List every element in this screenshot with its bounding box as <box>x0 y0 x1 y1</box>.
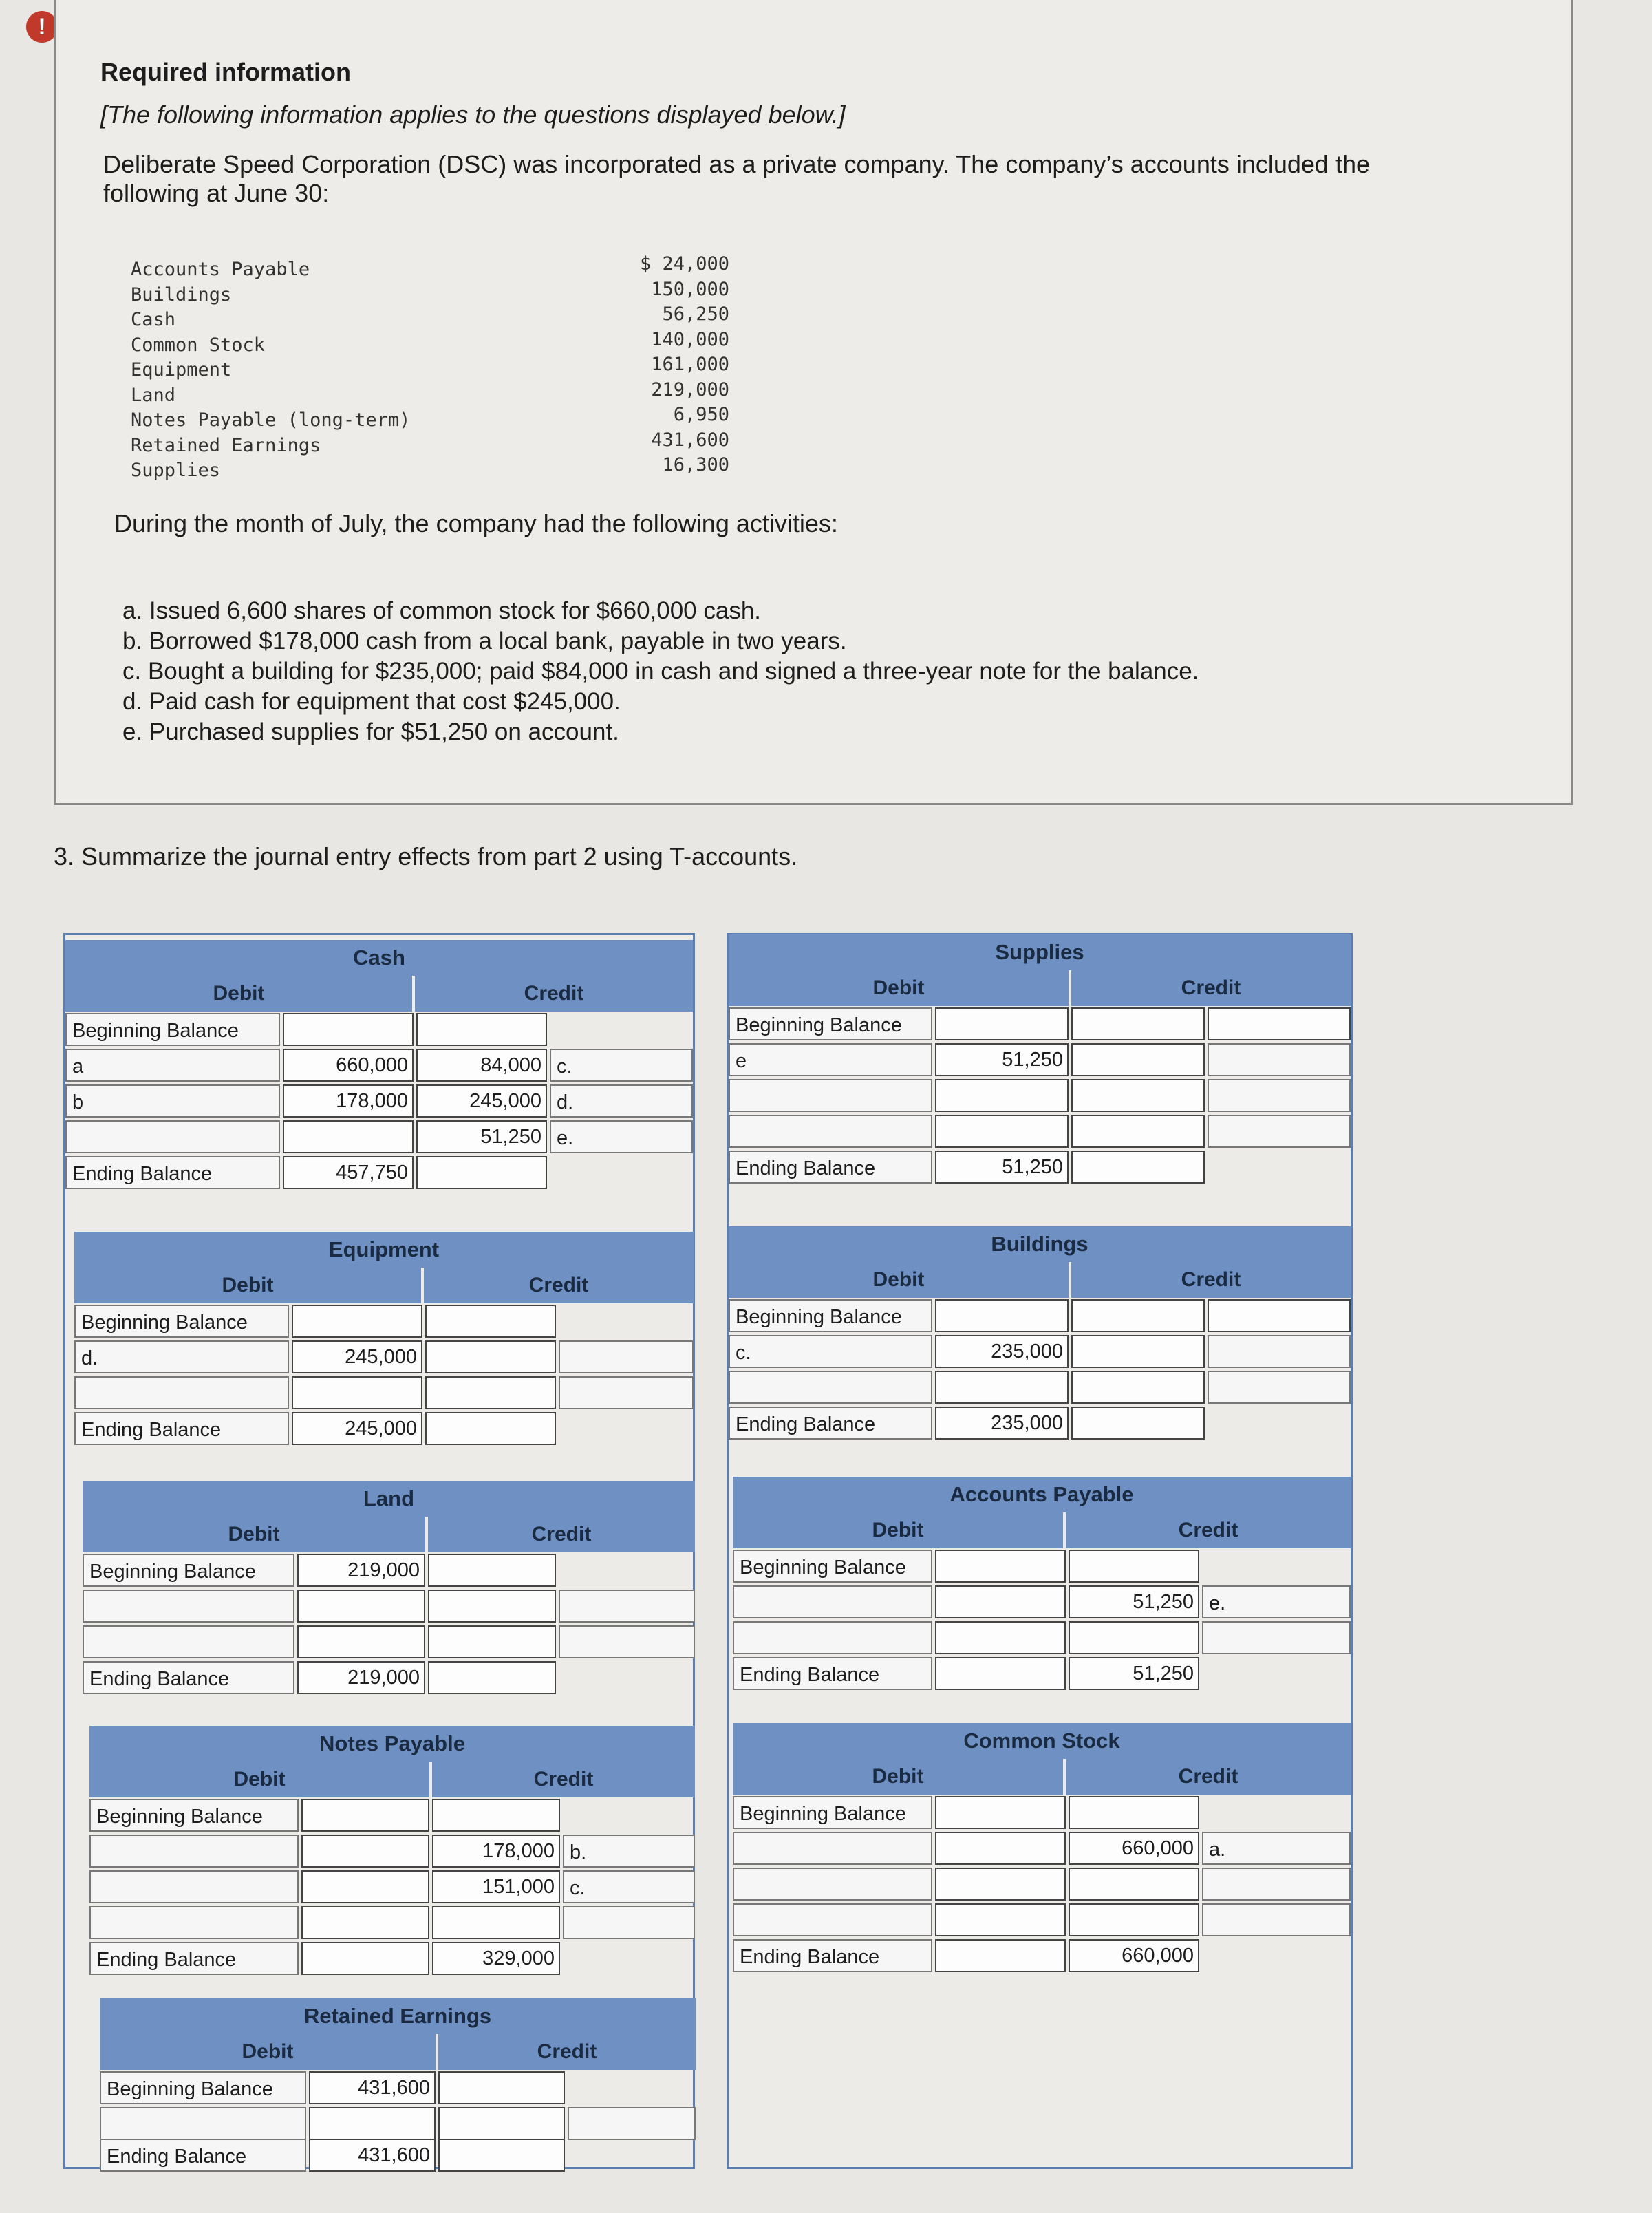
cs-debit-input[interactable] <box>935 1868 1066 1901</box>
land-debit-input[interactable] <box>297 1590 425 1623</box>
np-end-debit-input[interactable] <box>301 1942 429 1975</box>
ending-balance-label: Ending Balance <box>733 1939 932 1972</box>
cash-debit-input[interactable] <box>283 1120 414 1153</box>
cash-beg-debit-input[interactable] <box>283 1013 414 1046</box>
taccount-notes-payable <box>89 1726 695 1974</box>
ref-select[interactable] <box>733 1585 932 1618</box>
ref-select[interactable]: d. <box>550 1084 693 1118</box>
debit-header: Debit <box>83 1517 425 1552</box>
land-end-credit-input[interactable] <box>428 1661 556 1694</box>
ref-select[interactable] <box>1208 1043 1351 1076</box>
balance-value: 56,250 <box>662 303 729 325</box>
taccount-cash <box>65 940 693 1195</box>
re-debit-input[interactable] <box>309 2107 436 2140</box>
beginning-balance-label: Beginning Balance <box>729 1299 932 1332</box>
required-info-subtitle: [The following information applies to the questions displayed below.] <box>100 100 846 129</box>
supplies-beg-extra[interactable] <box>1208 1007 1351 1040</box>
credit-header: Credit <box>415 976 693 1012</box>
credit-header: Credit <box>428 1517 695 1552</box>
ref-select[interactable]: e <box>729 1043 932 1076</box>
ap-beg-debit-input[interactable] <box>935 1550 1066 1583</box>
ref-select[interactable] <box>1208 1079 1351 1112</box>
ap-credit-input[interactable] <box>1069 1621 1199 1654</box>
cash-debit-input[interactable]: 660,000 <box>283 1049 414 1082</box>
activities-list <box>122 596 1199 747</box>
supplies-debit-input[interactable] <box>935 1115 1069 1148</box>
taccount-accounts-payable <box>733 1477 1351 1690</box>
cs-debit-input[interactable] <box>935 1832 1066 1865</box>
ref-select[interactable] <box>83 1625 294 1658</box>
taccount-land <box>83 1481 695 1694</box>
taccount-title: Buildings <box>729 1226 1351 1262</box>
ap-credit-input[interactable]: 51,250 <box>1069 1585 1199 1618</box>
re-end-debit-input[interactable]: 431,600 <box>309 2139 436 2172</box>
ref-select[interactable] <box>1208 1115 1351 1148</box>
np-debit-input[interactable] <box>301 1870 429 1903</box>
credit-header: Credit <box>1071 970 1351 1006</box>
ref-select[interactable]: c. <box>563 1870 695 1903</box>
taccount-title: Retained Earnings <box>100 1998 696 2034</box>
ref-select[interactable] <box>733 1832 932 1865</box>
debit-header: Debit <box>100 2034 436 2070</box>
ending-balance-label: Ending Balance <box>65 1156 280 1189</box>
land-beg-credit-input[interactable] <box>428 1554 556 1587</box>
ref-select[interactable] <box>74 1376 289 1409</box>
ending-balance-label: Ending Balance <box>89 1942 299 1975</box>
activity-item: d. Paid cash for equipment that cost $245,000. <box>122 688 621 715</box>
taccount-title: Notes Payable <box>89 1726 695 1762</box>
ref-select[interactable] <box>1202 1903 1351 1936</box>
ap-beg-credit-input[interactable] <box>1069 1550 1199 1583</box>
debit-header: Debit <box>65 976 412 1012</box>
ref-select[interactable] <box>1202 1621 1351 1654</box>
balance-name: Accounts Payable <box>131 259 310 280</box>
cs-debit-input[interactable] <box>935 1903 1066 1936</box>
ref-select[interactable] <box>733 1903 932 1936</box>
taccount-title: Common Stock <box>733 1723 1351 1759</box>
ref-select[interactable] <box>559 1590 695 1623</box>
balance-value: 6,950 <box>673 404 729 425</box>
balance-name: Supplies <box>131 460 221 481</box>
np-debit-input[interactable] <box>301 1906 429 1939</box>
debit-header: Debit <box>733 1512 1063 1548</box>
cs-beg-debit-input[interactable] <box>935 1796 1066 1829</box>
ref-select[interactable] <box>100 2107 306 2140</box>
beginning-balance-label: Beginning Balance <box>83 1554 294 1587</box>
taccount-buildings <box>729 1226 1351 1440</box>
ap-end-debit-input[interactable] <box>935 1657 1066 1690</box>
activity-item: c. Bought a building for $235,000; paid $84,000 in cash and signed a three-year note for the balance. <box>122 658 1199 685</box>
ending-balance-label: Ending Balance <box>729 1407 932 1440</box>
re-beg-debit-input[interactable]: 431,600 <box>309 2071 436 2104</box>
ref-select[interactable]: d. <box>74 1340 289 1373</box>
re-end-credit-input[interactable] <box>438 2139 565 2172</box>
cs-credit-input[interactable] <box>1069 1903 1199 1936</box>
credit-header: Credit <box>424 1268 694 1303</box>
ref-select[interactable] <box>1208 1371 1351 1404</box>
np-debit-input[interactable] <box>301 1835 429 1868</box>
alert-icon: ! <box>26 11 58 43</box>
land-credit-input[interactable] <box>428 1625 556 1658</box>
balance-value: 150,000 <box>651 278 729 300</box>
beginning-balance-label: Beginning Balance <box>100 2071 306 2104</box>
balance-name: Equipment <box>131 359 232 381</box>
ap-debit-input[interactable] <box>935 1621 1066 1654</box>
ending-balance-label: Ending Balance <box>74 1412 289 1445</box>
supplies-beg-debit-input[interactable] <box>935 1007 1069 1040</box>
taccount-title: Supplies <box>729 934 1351 970</box>
ref-select[interactable] <box>89 1906 299 1939</box>
ref-select[interactable] <box>729 1371 932 1404</box>
credit-header: Credit <box>432 1762 695 1797</box>
ref-select[interactable] <box>65 1120 280 1153</box>
supplies-credit-input[interactable] <box>1071 1115 1205 1148</box>
required-info-title: Required information <box>100 58 352 86</box>
cash-credit-input[interactable]: 51,250 <box>416 1120 547 1153</box>
ref-select[interactable] <box>568 2107 696 2140</box>
ref-select[interactable]: e. <box>1202 1585 1351 1618</box>
supplies-debit-input[interactable] <box>935 1079 1069 1112</box>
ending-balance-label: Ending Balance <box>733 1657 932 1690</box>
balance-name: Common Stock <box>131 334 266 356</box>
question-3: 3. Summarize the journal entry effects from part 2 using T-accounts. <box>54 842 798 870</box>
ref-select[interactable]: c. <box>550 1049 693 1082</box>
cs-end-debit-input[interactable] <box>935 1939 1066 1972</box>
ref-select[interactable]: a <box>65 1049 280 1082</box>
equipment-debit-input[interactable] <box>292 1376 422 1409</box>
land-credit-input[interactable] <box>428 1590 556 1623</box>
equipment-credit-input[interactable] <box>425 1340 556 1373</box>
supplies-end-debit-input[interactable]: 51,250 <box>935 1151 1069 1184</box>
balance-value: 431,600 <box>651 429 729 451</box>
ref-select[interactable] <box>559 1340 694 1373</box>
np-credit-input[interactable] <box>432 1906 560 1939</box>
supplies-beg-credit-input[interactable] <box>1071 1007 1205 1040</box>
balance-values <box>605 252 729 478</box>
ap-debit-input[interactable] <box>935 1585 1066 1618</box>
credit-header: Credit <box>438 2034 696 2070</box>
balance-value: 16,300 <box>662 454 729 475</box>
beginning-balance-label: Beginning Balance <box>65 1013 280 1046</box>
cash-beg-credit-input[interactable] <box>416 1013 547 1046</box>
ref-select[interactable] <box>729 1079 932 1112</box>
ref-select[interactable] <box>733 1868 932 1901</box>
supplies-end-credit-input[interactable] <box>1071 1151 1205 1184</box>
equipment-debit-input[interactable]: 245,000 <box>292 1340 422 1373</box>
balance-value: $ 24,000 <box>639 253 729 275</box>
during-text: During the month of July, the company had the following activities: <box>114 509 838 537</box>
cash-end-debit-input[interactable]: 457,750 <box>283 1156 414 1189</box>
np-beg-debit-input[interactable] <box>301 1799 429 1832</box>
buildings-debit-input[interactable]: 235,000 <box>935 1335 1069 1368</box>
debit-header: Debit <box>89 1762 429 1797</box>
credit-header: Credit <box>1066 1759 1351 1795</box>
beginning-balance-label: Beginning Balance <box>729 1007 932 1040</box>
credit-header: Credit <box>1066 1512 1351 1548</box>
balance-names <box>131 257 410 484</box>
balance-value: 140,000 <box>651 328 729 350</box>
re-credit-input[interactable] <box>438 2107 565 2140</box>
buildings-debit-input[interactable] <box>935 1371 1069 1404</box>
activity-item: a. Issued 6,600 shares of common stock for $660,000 cash. <box>122 597 762 624</box>
balance-name: Notes Payable (long-term) <box>131 409 411 431</box>
ending-balance-label: Ending Balance <box>100 2139 306 2172</box>
ref-select[interactable]: b <box>65 1084 280 1118</box>
re-beg-credit-input[interactable] <box>438 2071 565 2104</box>
taccount-title: Equipment <box>74 1232 694 1268</box>
cs-credit-input[interactable]: 660,000 <box>1069 1832 1199 1865</box>
buildings-credit-input[interactable] <box>1071 1335 1205 1368</box>
ref-select[interactable]: c. <box>729 1335 932 1368</box>
taccount-supplies <box>729 934 1351 1189</box>
supplies-credit-input[interactable] <box>1071 1043 1205 1076</box>
beginning-balance-label: Beginning Balance <box>89 1799 299 1832</box>
cash-credit-input[interactable]: 245,000 <box>416 1084 547 1118</box>
ref-select[interactable]: a. <box>1202 1832 1351 1865</box>
supplies-debit-input[interactable]: 51,250 <box>935 1043 1069 1076</box>
ref-select[interactable] <box>89 1870 299 1903</box>
land-debit-input[interactable] <box>297 1625 425 1658</box>
balance-name: Cash <box>131 309 176 330</box>
buildings-credit-input[interactable] <box>1071 1371 1205 1404</box>
balance-name: Retained Earnings <box>131 434 321 456</box>
debit-header: Debit <box>74 1268 421 1303</box>
ref-select[interactable] <box>563 1906 695 1939</box>
taccount-retained-earnings <box>100 1998 696 2170</box>
balance-name: Land <box>131 384 176 406</box>
taccount-title: Cash <box>65 940 693 976</box>
ref-select[interactable] <box>559 1376 694 1409</box>
ending-balance-label: Ending Balance <box>729 1151 932 1184</box>
equipment-credit-input[interactable] <box>425 1376 556 1409</box>
cs-end-credit-input[interactable]: 660,000 <box>1069 1939 1199 1972</box>
buildings-beg-extra[interactable] <box>1208 1299 1351 1332</box>
land-end-debit-input[interactable]: 219,000 <box>297 1661 425 1694</box>
activity-item: e. Purchased supplies for $51,250 on account. <box>122 718 619 745</box>
cash-end-credit-input[interactable] <box>416 1156 547 1189</box>
buildings-beg-debit-input[interactable] <box>935 1299 1069 1332</box>
np-beg-credit-input[interactable] <box>432 1799 560 1832</box>
np-end-credit-input[interactable]: 329,000 <box>432 1942 560 1975</box>
activity-item: b. Borrowed $178,000 cash from a local bank, payable in two years. <box>122 628 847 654</box>
ref-select[interactable] <box>729 1115 932 1148</box>
cs-credit-input[interactable] <box>1069 1868 1199 1901</box>
balance-value: 161,000 <box>651 354 729 375</box>
buildings-end-debit-input[interactable]: 235,000 <box>935 1407 1069 1440</box>
taccount-common-stock <box>733 1723 1351 1971</box>
np-credit-input[interactable]: 178,000 <box>432 1835 560 1868</box>
buildings-end-credit-input[interactable] <box>1071 1407 1205 1440</box>
ref-select[interactable] <box>89 1835 299 1868</box>
ending-balance-label: Ending Balance <box>83 1661 294 1694</box>
np-credit-input[interactable]: 151,000 <box>432 1870 560 1903</box>
cash-debit-input[interactable]: 178,000 <box>283 1084 414 1118</box>
supplies-credit-input[interactable] <box>1071 1079 1205 1112</box>
ref-select[interactable] <box>559 1625 695 1658</box>
cash-credit-input[interactable]: 84,000 <box>416 1049 547 1082</box>
beginning-balance-label: Beginning Balance <box>733 1796 932 1829</box>
debit-header: Debit <box>729 970 1069 1006</box>
ref-select[interactable] <box>83 1590 294 1623</box>
credit-header: Credit <box>1071 1262 1351 1298</box>
cs-beg-credit-input[interactable] <box>1069 1796 1199 1829</box>
taccount-equipment <box>74 1232 694 1445</box>
buildings-beg-credit-input[interactable] <box>1071 1299 1205 1332</box>
ap-end-credit-input[interactable]: 51,250 <box>1069 1657 1199 1690</box>
taccount-title: Accounts Payable <box>733 1477 1351 1512</box>
equipment-beg-credit-input[interactable] <box>425 1305 556 1338</box>
ref-select[interactable] <box>1202 1868 1351 1901</box>
equipment-beg-debit-input[interactable] <box>292 1305 422 1338</box>
equipment-end-debit-input[interactable]: 245,000 <box>292 1412 422 1445</box>
equipment-end-credit-input[interactable] <box>425 1412 556 1445</box>
debit-header: Debit <box>733 1759 1063 1795</box>
balance-name: Buildings <box>131 284 232 306</box>
intro-text: Deliberate Speed Corporation (DSC) was incorporated as a private company. The company’s accounts included the following at June 30: <box>103 150 1370 208</box>
beginning-balance-label: Beginning Balance <box>74 1305 289 1338</box>
taccount-title: Land <box>83 1481 695 1517</box>
ref-select[interactable]: e. <box>550 1120 693 1153</box>
beginning-balance-label: Beginning Balance <box>733 1550 932 1583</box>
ref-select[interactable]: b. <box>563 1835 695 1868</box>
land-beg-debit-input[interactable]: 219,000 <box>297 1554 425 1587</box>
ref-select[interactable] <box>733 1621 932 1654</box>
balance-value: 219,000 <box>651 378 729 400</box>
debit-header: Debit <box>729 1262 1069 1298</box>
ref-select[interactable] <box>1208 1335 1351 1368</box>
